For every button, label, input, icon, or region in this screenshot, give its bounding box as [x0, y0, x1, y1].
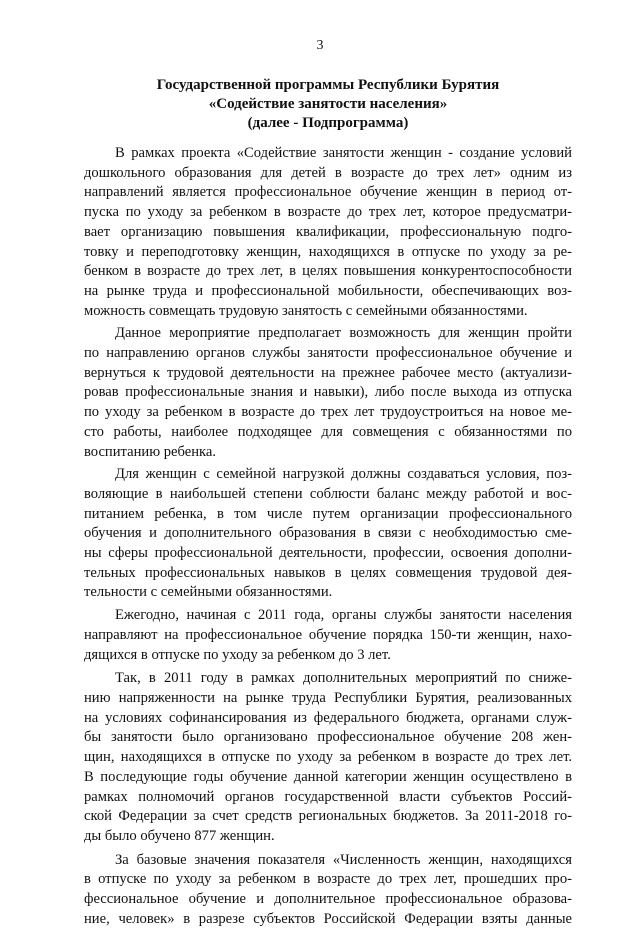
paragraph	[84, 851, 572, 929]
text-line: пуска по уходу за ребенком в возрасте до трех лет, которое предусматри-	[84, 204, 572, 221]
paragraph	[84, 465, 572, 603]
text-line: В последующие годы обучение данной категории женщин осуществлено в	[84, 768, 572, 785]
text-line: по уходу за ребенком в возрасте до трех лет трудоустроиться на новое ме-	[84, 404, 572, 421]
text-line: ны сферы профессиональной деятельности, профессии, освоения дополни-	[84, 545, 572, 562]
text-line: ние, человек» в разрезе субъектов Российской Федерации взяты данные	[84, 910, 572, 927]
heading-line: (далее - Подпрограмма)	[247, 115, 409, 131]
text-line: дошкольного образования для детей в возрасте до трех лет» одним из	[84, 164, 572, 181]
text-line: щин, находящихся в отпуске по уходу за ребенком в возрасте до трех лет.	[84, 749, 572, 766]
body-text	[84, 144, 572, 929]
text-line: Для женщин с семейной нагрузкой должны создаваться условия, поз-	[115, 466, 572, 483]
text-line: Данное мероприятие предполагает возможность для женщин пройти	[115, 325, 572, 342]
text-line: по направлению органов службы занятости профессиональное обучение и	[84, 345, 572, 362]
text-line: обучения и дополнительного образования в связи с необходимостью сме-	[84, 525, 572, 542]
text-line: рамках полномочий органов государственной власти субъектов Россий-	[84, 788, 572, 805]
text-line: дящихся в отпуске по уходу за ребенком до 3 лет.	[84, 646, 391, 663]
text-line: воляющие в наибольшей степени соблюсти баланс между работой и вос-	[84, 485, 572, 502]
text-line: Ежегодно, начиная с 2011 года, органы службы занятости населения	[115, 607, 572, 624]
text-line: сто работы, наиболее подходящее для совмещения с обязанностями по	[84, 423, 572, 440]
text-line: За базовые значения показателя «Численность женщин, находящихся	[115, 851, 572, 868]
text-line: воспитанию ребенка.	[84, 443, 217, 460]
text-line: товку и переподготовку женщин, находящихся в отпуске по уходу за ре-	[84, 243, 572, 260]
text-line: можность совмещать трудовую занятость с семейными обязанностями.	[84, 302, 528, 319]
text-line: фессиональное обучение и дополнительное профессиональное образова-	[84, 891, 572, 908]
paragraph	[84, 606, 572, 665]
text-line: бенком в возрасте до трех лет, в целях повышения конкурентоспособности	[84, 263, 572, 280]
text-line: ской Федерации за счет средств региональных бюджетов. За 2011-2018 го-	[84, 808, 572, 825]
text-line: вернуться к трудовой деятельности на прежнее рабочее место (актуализи-	[84, 364, 572, 381]
page-number: 3	[316, 38, 324, 53]
paragraph	[84, 669, 572, 846]
text-line: питанием ребенка, в том числе путем организации профессионального	[84, 505, 572, 522]
heading-line: «Содействие занятости населения»	[208, 96, 448, 112]
text-line: Так, в 2011 году в рамках дополнительных мероприятий по сниже-	[115, 670, 572, 687]
text-line: направлений является профессиональное обучение женщин в период от-	[84, 184, 572, 201]
text-line: вает организацию повышения квалификации, профессиональную подго-	[84, 223, 572, 240]
text-line: бы занятости было организовано профессиональное обучение 208 жен-	[84, 729, 572, 746]
heading-line: Государственной программы Республики Бурятия	[156, 77, 500, 93]
text-line: тельности с семейными обязанностями.	[84, 584, 333, 601]
text-line: тельных профессиональных навыков в целях совмещения трудовой дея-	[84, 564, 572, 581]
text-line: ды было обучено 877 женщин.	[84, 827, 275, 844]
text-line: на условиях софинансирования из федерального бюджета, органами служ-	[84, 709, 572, 726]
paragraph	[84, 324, 572, 462]
text-line: В рамках проекта «Содействие занятости женщин - создание условий	[115, 145, 572, 161]
text-line: нию напряженности на рынке труда Республики Бурятия, реализованных	[84, 689, 572, 706]
text-line: направляют на профессиональное обучение порядка 150-ти женщин, нахо-	[84, 626, 572, 643]
section-heading	[84, 76, 572, 133]
text-line: в отпуске по уходу за ребенком в возрасте до трех лет, прошедших про-	[84, 871, 572, 888]
text-line: ровав профессиональные знания и навыки), либо после выхода из отпуска	[84, 384, 572, 401]
text-line: на рынке труда и профессиональной мобильности, обеспечивающих воз-	[84, 282, 572, 299]
paragraph	[84, 144, 572, 321]
